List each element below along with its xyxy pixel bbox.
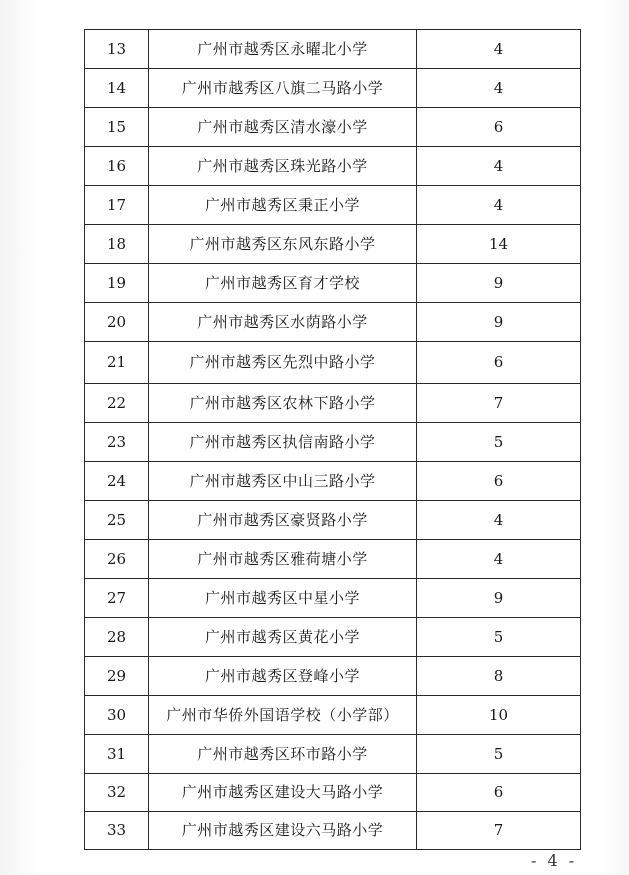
page-number: - 4 - (531, 851, 578, 870)
table-row (85, 423, 581, 462)
table-row (85, 540, 581, 579)
row-number: 14 (85, 69, 149, 108)
table-row (85, 225, 581, 264)
row-number: 18 (85, 225, 149, 264)
count-value: 14 (417, 225, 581, 264)
row-number: 23 (85, 423, 149, 462)
row-number: 15 (85, 108, 149, 147)
table-row (85, 735, 581, 774)
school-name: 广州市越秀区先烈中路小学 (149, 342, 417, 384)
row-number: 27 (85, 579, 149, 618)
school-name: 广州市越秀区中星小学 (149, 579, 417, 618)
table-row (85, 579, 581, 618)
row-number: 32 (85, 774, 149, 812)
school-name: 广州市越秀区建设大马路小学 (149, 774, 417, 812)
count-value: 6 (417, 462, 581, 501)
table-row (85, 462, 581, 501)
table-row (85, 774, 581, 812)
count-value: 5 (417, 423, 581, 462)
school-name: 广州市越秀区东风东路小学 (149, 225, 417, 264)
school-name: 广州市越秀区水荫路小学 (149, 303, 417, 342)
school-name: 广州市越秀区黄花小学 (149, 618, 417, 657)
school-name: 广州市越秀区永曜北小学 (149, 30, 417, 69)
school-name: 广州市越秀区登峰小学 (149, 657, 417, 696)
school-name: 广州市越秀区珠光路小学 (149, 147, 417, 186)
school-name: 广州市越秀区八旗二马路小学 (149, 69, 417, 108)
school-name: 广州市华侨外国语学校（小学部） (149, 696, 417, 735)
count-value: 4 (417, 69, 581, 108)
table-row (85, 69, 581, 108)
row-number: 19 (85, 264, 149, 303)
row-number: 29 (85, 657, 149, 696)
table-row (85, 384, 581, 423)
count-value: 7 (417, 812, 581, 850)
school-name: 广州市越秀区清水濠小学 (149, 108, 417, 147)
table-row (85, 618, 581, 657)
count-value: 7 (417, 384, 581, 423)
table-row (85, 696, 581, 735)
school-list-table (84, 29, 581, 850)
row-number: 28 (85, 618, 149, 657)
row-number: 33 (85, 812, 149, 850)
row-number: 22 (85, 384, 149, 423)
row-number: 16 (85, 147, 149, 186)
count-value: 9 (417, 579, 581, 618)
count-value: 4 (417, 186, 581, 225)
school-name: 广州市越秀区农林下路小学 (149, 384, 417, 423)
row-number: 31 (85, 735, 149, 774)
row-number: 21 (85, 342, 149, 384)
table-row (85, 303, 581, 342)
row-number: 25 (85, 501, 149, 540)
count-value: 4 (417, 30, 581, 69)
school-name: 广州市越秀区雅荷塘小学 (149, 540, 417, 579)
count-value: 6 (417, 108, 581, 147)
school-name: 广州市越秀区豪贤路小学 (149, 501, 417, 540)
school-name: 广州市越秀区执信南路小学 (149, 423, 417, 462)
table-row (85, 108, 581, 147)
count-value: 5 (417, 735, 581, 774)
count-value: 10 (417, 696, 581, 735)
table-row (85, 147, 581, 186)
row-number: 24 (85, 462, 149, 501)
table-row (85, 264, 581, 303)
count-value: 4 (417, 147, 581, 186)
table-body (85, 30, 581, 850)
count-value: 9 (417, 303, 581, 342)
count-value: 8 (417, 657, 581, 696)
table-row (85, 812, 581, 850)
count-value: 4 (417, 501, 581, 540)
table-row (85, 186, 581, 225)
school-name: 广州市越秀区秉正小学 (149, 186, 417, 225)
school-name: 广州市越秀区环市路小学 (149, 735, 417, 774)
row-number: 20 (85, 303, 149, 342)
count-value: 4 (417, 540, 581, 579)
count-value: 9 (417, 264, 581, 303)
row-number: 26 (85, 540, 149, 579)
school-name: 广州市越秀区建设六马路小学 (149, 812, 417, 850)
school-name: 广州市越秀区育才学校 (149, 264, 417, 303)
school-name: 广州市越秀区中山三路小学 (149, 462, 417, 501)
table-row (85, 342, 581, 384)
count-value: 5 (417, 618, 581, 657)
table-row (85, 501, 581, 540)
table-row (85, 657, 581, 696)
count-value: 6 (417, 342, 581, 384)
row-number: 17 (85, 186, 149, 225)
table-row (85, 30, 581, 69)
count-value: 6 (417, 774, 581, 812)
row-number: 13 (85, 30, 149, 69)
row-number: 30 (85, 696, 149, 735)
